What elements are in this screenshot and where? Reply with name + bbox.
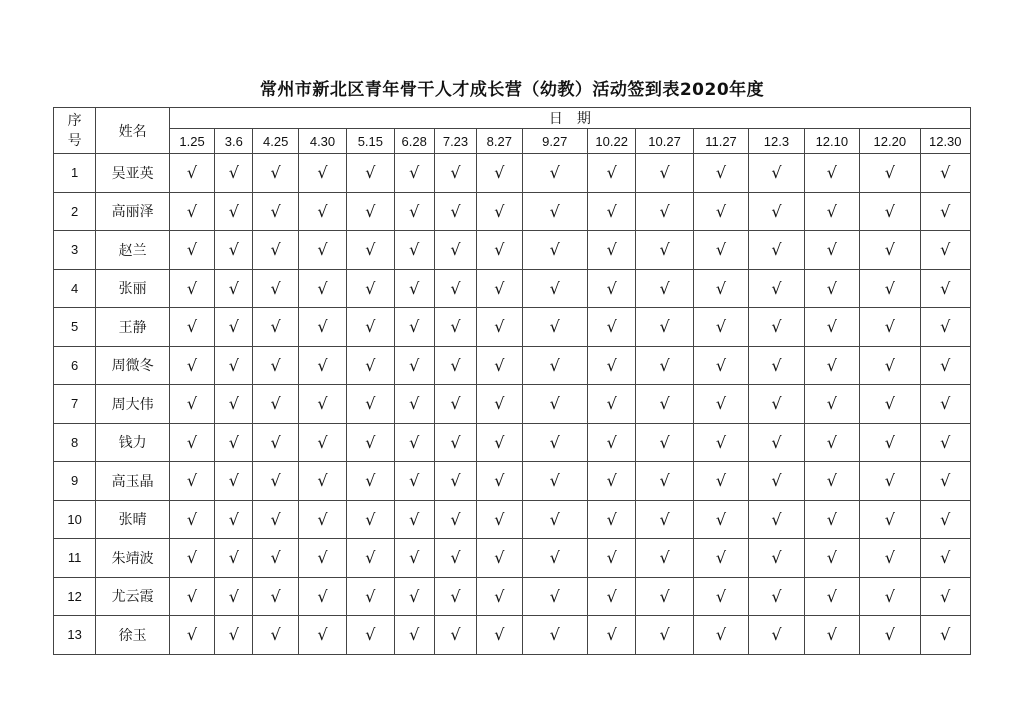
seq-cell: 6: [54, 346, 96, 385]
check-mark-cell: √: [920, 154, 970, 193]
check-mark-cell: √: [588, 308, 636, 347]
check-mark-cell: √: [347, 308, 394, 347]
check-mark-cell: √: [860, 385, 920, 424]
check-mark-cell: √: [215, 616, 253, 655]
check-mark-cell: √: [253, 462, 298, 501]
check-mark-cell: √: [693, 539, 748, 578]
check-mark-cell: √: [749, 616, 804, 655]
check-mark-cell: √: [434, 539, 476, 578]
check-mark-cell: √: [860, 192, 920, 231]
check-mark-cell: √: [804, 539, 859, 578]
check-mark-cell: √: [749, 462, 804, 501]
check-mark-cell: √: [636, 269, 693, 308]
date-header-cell: 12.30: [920, 129, 970, 154]
check-mark-cell: √: [253, 616, 298, 655]
header-date: 日 期: [169, 108, 970, 129]
check-mark-cell: √: [860, 308, 920, 347]
seq-cell: 3: [54, 231, 96, 270]
check-mark-cell: √: [215, 539, 253, 578]
check-mark-cell: √: [347, 385, 394, 424]
check-mark-cell: √: [434, 231, 476, 270]
check-mark-cell: √: [522, 385, 588, 424]
check-mark-cell: √: [347, 616, 394, 655]
check-mark-cell: √: [298, 192, 346, 231]
check-mark-cell: √: [253, 308, 298, 347]
check-mark-cell: √: [920, 269, 970, 308]
check-mark-cell: √: [477, 308, 522, 347]
name-cell: 徐玉: [96, 616, 170, 655]
date-header-cell: 11.27: [693, 129, 748, 154]
check-mark-cell: √: [477, 500, 522, 539]
check-mark-cell: √: [693, 423, 748, 462]
date-header-row: [54, 129, 971, 154]
check-mark-cell: √: [588, 346, 636, 385]
date-header-cell: 7.23: [434, 129, 476, 154]
check-mark-cell: √: [804, 154, 859, 193]
check-mark-cell: √: [477, 269, 522, 308]
name-cell: 周微冬: [96, 346, 170, 385]
name-cell: 钱力: [96, 423, 170, 462]
check-mark-cell: √: [215, 154, 253, 193]
check-mark-cell: √: [860, 231, 920, 270]
table-row: [54, 269, 971, 308]
check-mark-cell: √: [253, 154, 298, 193]
seq-cell: 8: [54, 423, 96, 462]
check-mark-cell: √: [169, 269, 214, 308]
check-mark-cell: √: [347, 462, 394, 501]
check-mark-cell: √: [394, 616, 434, 655]
check-mark-cell: √: [636, 385, 693, 424]
name-cell: 赵兰: [96, 231, 170, 270]
check-mark-cell: √: [693, 154, 748, 193]
check-mark-cell: √: [215, 308, 253, 347]
check-mark-cell: √: [588, 154, 636, 193]
check-mark-cell: √: [477, 462, 522, 501]
check-mark-cell: √: [477, 577, 522, 616]
check-mark-cell: √: [804, 462, 859, 501]
check-mark-cell: √: [394, 269, 434, 308]
header-name: 姓名: [96, 108, 170, 154]
check-mark-cell: √: [588, 577, 636, 616]
table-row: [54, 577, 971, 616]
check-mark-cell: √: [920, 308, 970, 347]
check-mark-cell: √: [860, 462, 920, 501]
check-mark-cell: √: [522, 192, 588, 231]
check-mark-cell: √: [804, 385, 859, 424]
check-mark-cell: √: [253, 269, 298, 308]
check-mark-cell: √: [347, 154, 394, 193]
check-mark-cell: √: [298, 308, 346, 347]
date-header-cell: 4.30: [298, 129, 346, 154]
check-mark-cell: √: [522, 423, 588, 462]
seq-cell: 12: [54, 577, 96, 616]
check-mark-cell: √: [636, 616, 693, 655]
check-mark-cell: √: [347, 539, 394, 578]
check-mark-cell: √: [693, 500, 748, 539]
check-mark-cell: √: [477, 539, 522, 578]
check-mark-cell: √: [169, 308, 214, 347]
check-mark-cell: √: [169, 616, 214, 655]
check-mark-cell: √: [860, 346, 920, 385]
check-mark-cell: √: [394, 423, 434, 462]
check-mark-cell: √: [347, 269, 394, 308]
check-mark-cell: √: [920, 500, 970, 539]
check-mark-cell: √: [522, 462, 588, 501]
check-mark-cell: √: [298, 539, 346, 578]
header-seq: [54, 108, 96, 154]
name-cell: 高丽泽: [96, 192, 170, 231]
check-mark-cell: √: [860, 616, 920, 655]
date-header-cell: 12.10: [804, 129, 859, 154]
check-mark-cell: √: [394, 500, 434, 539]
check-mark-cell: √: [298, 154, 346, 193]
check-mark-cell: √: [298, 616, 346, 655]
check-mark-cell: √: [860, 154, 920, 193]
check-mark-cell: √: [394, 346, 434, 385]
date-header-cell: 9.27: [522, 129, 588, 154]
check-mark-cell: √: [347, 192, 394, 231]
table-row: [54, 308, 971, 347]
page-title: 常州市新北区青年骨干人才成长营（幼教）活动签到表2020年度: [259, 80, 765, 100]
check-mark-cell: √: [804, 346, 859, 385]
check-mark-cell: √: [522, 308, 588, 347]
header-seq-line1: 序: [67, 112, 82, 129]
table-row: [54, 346, 971, 385]
check-mark-cell: √: [477, 192, 522, 231]
name-cell: 周大伟: [96, 385, 170, 424]
check-mark-cell: √: [636, 539, 693, 578]
check-mark-cell: √: [215, 346, 253, 385]
check-mark-cell: √: [804, 500, 859, 539]
date-header-cell: 12.3: [749, 129, 804, 154]
check-mark-cell: √: [298, 385, 346, 424]
check-mark-cell: √: [298, 500, 346, 539]
check-mark-cell: √: [434, 269, 476, 308]
check-mark-cell: √: [215, 423, 253, 462]
check-mark-cell: √: [693, 462, 748, 501]
check-mark-cell: √: [347, 500, 394, 539]
check-mark-cell: √: [636, 192, 693, 231]
check-mark-cell: √: [215, 231, 253, 270]
check-mark-cell: √: [636, 423, 693, 462]
check-mark-cell: √: [169, 231, 214, 270]
check-mark-cell: √: [522, 154, 588, 193]
check-mark-cell: √: [394, 539, 434, 578]
check-mark-cell: √: [253, 192, 298, 231]
check-mark-cell: √: [636, 500, 693, 539]
seq-cell: 2: [54, 192, 96, 231]
check-mark-cell: √: [749, 154, 804, 193]
check-mark-cell: √: [920, 192, 970, 231]
check-mark-cell: √: [804, 616, 859, 655]
table-row: [54, 423, 971, 462]
check-mark-cell: √: [434, 462, 476, 501]
check-mark-cell: √: [920, 346, 970, 385]
date-header-cell: 3.6: [215, 129, 253, 154]
check-mark-cell: √: [434, 577, 476, 616]
table-row: [54, 539, 971, 578]
check-mark-cell: √: [394, 154, 434, 193]
date-header-cell: 1.25: [169, 129, 214, 154]
check-mark-cell: √: [693, 577, 748, 616]
check-mark-cell: √: [749, 500, 804, 539]
check-mark-cell: √: [434, 385, 476, 424]
check-mark-cell: √: [804, 423, 859, 462]
check-mark-cell: √: [588, 423, 636, 462]
check-mark-cell: √: [434, 154, 476, 193]
table-row: [54, 154, 971, 193]
check-mark-cell: √: [693, 231, 748, 270]
date-header-cell: 5.15: [347, 129, 394, 154]
check-mark-cell: √: [298, 231, 346, 270]
check-mark-cell: √: [588, 462, 636, 501]
check-mark-cell: √: [215, 192, 253, 231]
check-mark-cell: √: [693, 385, 748, 424]
check-mark-cell: √: [298, 462, 346, 501]
check-mark-cell: √: [749, 423, 804, 462]
check-mark-cell: √: [693, 308, 748, 347]
check-mark-cell: √: [522, 346, 588, 385]
check-mark-cell: √: [636, 462, 693, 501]
check-mark-cell: √: [920, 462, 970, 501]
check-mark-cell: √: [636, 231, 693, 270]
check-mark-cell: √: [169, 462, 214, 501]
check-mark-cell: √: [169, 539, 214, 578]
seq-cell: 7: [54, 385, 96, 424]
table-row: [54, 462, 971, 501]
date-header-cell: 6.28: [394, 129, 434, 154]
check-mark-cell: √: [169, 500, 214, 539]
check-mark-cell: √: [749, 539, 804, 578]
check-mark-cell: √: [169, 154, 214, 193]
seq-cell: 1: [54, 154, 96, 193]
check-mark-cell: √: [477, 346, 522, 385]
check-mark-cell: √: [522, 616, 588, 655]
check-mark-cell: √: [636, 154, 693, 193]
date-header-cell: 10.27: [636, 129, 693, 154]
check-mark-cell: √: [347, 231, 394, 270]
check-mark-cell: √: [860, 269, 920, 308]
check-mark-cell: √: [860, 539, 920, 578]
check-mark-cell: √: [347, 346, 394, 385]
check-mark-cell: √: [253, 577, 298, 616]
check-mark-cell: √: [920, 616, 970, 655]
check-mark-cell: √: [253, 346, 298, 385]
check-mark-cell: √: [522, 539, 588, 578]
check-mark-cell: √: [253, 423, 298, 462]
check-mark-cell: √: [298, 346, 346, 385]
check-mark-cell: √: [298, 423, 346, 462]
check-mark-cell: √: [920, 423, 970, 462]
check-mark-cell: √: [588, 539, 636, 578]
check-mark-cell: √: [215, 385, 253, 424]
check-mark-cell: √: [477, 154, 522, 193]
check-mark-cell: √: [693, 616, 748, 655]
check-mark-cell: √: [749, 192, 804, 231]
check-mark-cell: √: [860, 423, 920, 462]
table-row: [54, 385, 971, 424]
check-mark-cell: √: [434, 616, 476, 655]
seq-cell: 13: [54, 616, 96, 655]
check-mark-cell: √: [636, 308, 693, 347]
table-row: [54, 231, 971, 270]
check-mark-cell: √: [804, 577, 859, 616]
check-mark-cell: √: [804, 192, 859, 231]
check-mark-cell: √: [298, 269, 346, 308]
check-mark-cell: √: [477, 423, 522, 462]
check-mark-cell: √: [588, 192, 636, 231]
date-header-cell: 8.27: [477, 129, 522, 154]
check-mark-cell: √: [749, 231, 804, 270]
check-mark-cell: √: [394, 231, 434, 270]
table-row: [54, 616, 971, 655]
check-mark-cell: √: [169, 192, 214, 231]
seq-cell: 4: [54, 269, 96, 308]
check-mark-cell: √: [394, 192, 434, 231]
seq-cell: 11: [54, 539, 96, 578]
check-mark-cell: √: [920, 231, 970, 270]
seq-cell: 9: [54, 462, 96, 501]
check-mark-cell: √: [298, 577, 346, 616]
check-mark-cell: √: [253, 231, 298, 270]
check-mark-cell: √: [920, 577, 970, 616]
table-body: [54, 154, 971, 655]
check-mark-cell: √: [749, 346, 804, 385]
check-mark-cell: √: [636, 346, 693, 385]
check-mark-cell: √: [749, 577, 804, 616]
seq-cell: 10: [54, 500, 96, 539]
header-seq-line2: 号: [67, 132, 82, 149]
check-mark-cell: √: [804, 308, 859, 347]
check-mark-cell: √: [588, 500, 636, 539]
check-mark-cell: √: [860, 500, 920, 539]
check-mark-cell: √: [394, 308, 434, 347]
check-mark-cell: √: [522, 577, 588, 616]
date-header-cell: 4.25: [253, 129, 298, 154]
check-mark-cell: √: [804, 269, 859, 308]
check-mark-cell: √: [749, 385, 804, 424]
check-mark-cell: √: [522, 269, 588, 308]
check-mark-cell: √: [347, 577, 394, 616]
check-mark-cell: √: [477, 385, 522, 424]
check-mark-cell: √: [588, 269, 636, 308]
check-mark-cell: √: [434, 346, 476, 385]
check-mark-cell: √: [749, 269, 804, 308]
check-mark-cell: √: [394, 385, 434, 424]
check-mark-cell: √: [920, 539, 970, 578]
check-mark-cell: √: [434, 500, 476, 539]
name-cell: 吴亚英: [96, 154, 170, 193]
check-mark-cell: √: [434, 308, 476, 347]
name-cell: 高玉晶: [96, 462, 170, 501]
check-mark-cell: √: [588, 231, 636, 270]
check-mark-cell: √: [169, 346, 214, 385]
check-mark-cell: √: [636, 577, 693, 616]
check-mark-cell: √: [477, 616, 522, 655]
table-row: [54, 500, 971, 539]
check-mark-cell: √: [434, 192, 476, 231]
date-header-cell: 10.22: [588, 129, 636, 154]
check-mark-cell: √: [169, 423, 214, 462]
check-mark-cell: √: [522, 500, 588, 539]
check-mark-cell: √: [215, 577, 253, 616]
check-mark-cell: √: [693, 346, 748, 385]
table-row: [54, 192, 971, 231]
check-mark-cell: √: [215, 462, 253, 501]
check-mark-cell: √: [860, 577, 920, 616]
check-mark-cell: √: [749, 308, 804, 347]
check-mark-cell: √: [477, 231, 522, 270]
name-cell: 尤云霞: [96, 577, 170, 616]
seq-cell: 5: [54, 308, 96, 347]
check-mark-cell: √: [253, 385, 298, 424]
check-mark-cell: √: [693, 192, 748, 231]
check-mark-cell: √: [693, 269, 748, 308]
name-cell: 张丽: [96, 269, 170, 308]
check-mark-cell: √: [169, 577, 214, 616]
check-mark-cell: √: [347, 423, 394, 462]
name-cell: 王静: [96, 308, 170, 347]
check-mark-cell: √: [253, 500, 298, 539]
check-mark-cell: √: [215, 500, 253, 539]
attendance-table: [53, 107, 971, 655]
check-mark-cell: √: [215, 269, 253, 308]
check-mark-cell: √: [920, 385, 970, 424]
check-mark-cell: √: [588, 616, 636, 655]
check-mark-cell: √: [522, 231, 588, 270]
check-mark-cell: √: [169, 385, 214, 424]
check-mark-cell: √: [434, 423, 476, 462]
check-mark-cell: √: [588, 385, 636, 424]
check-mark-cell: √: [804, 231, 859, 270]
check-mark-cell: √: [394, 577, 434, 616]
check-mark-cell: √: [394, 462, 434, 501]
date-header-cell: 12.20: [860, 129, 920, 154]
name-cell: 朱靖波: [96, 539, 170, 578]
name-cell: 张晴: [96, 500, 170, 539]
check-mark-cell: √: [253, 539, 298, 578]
